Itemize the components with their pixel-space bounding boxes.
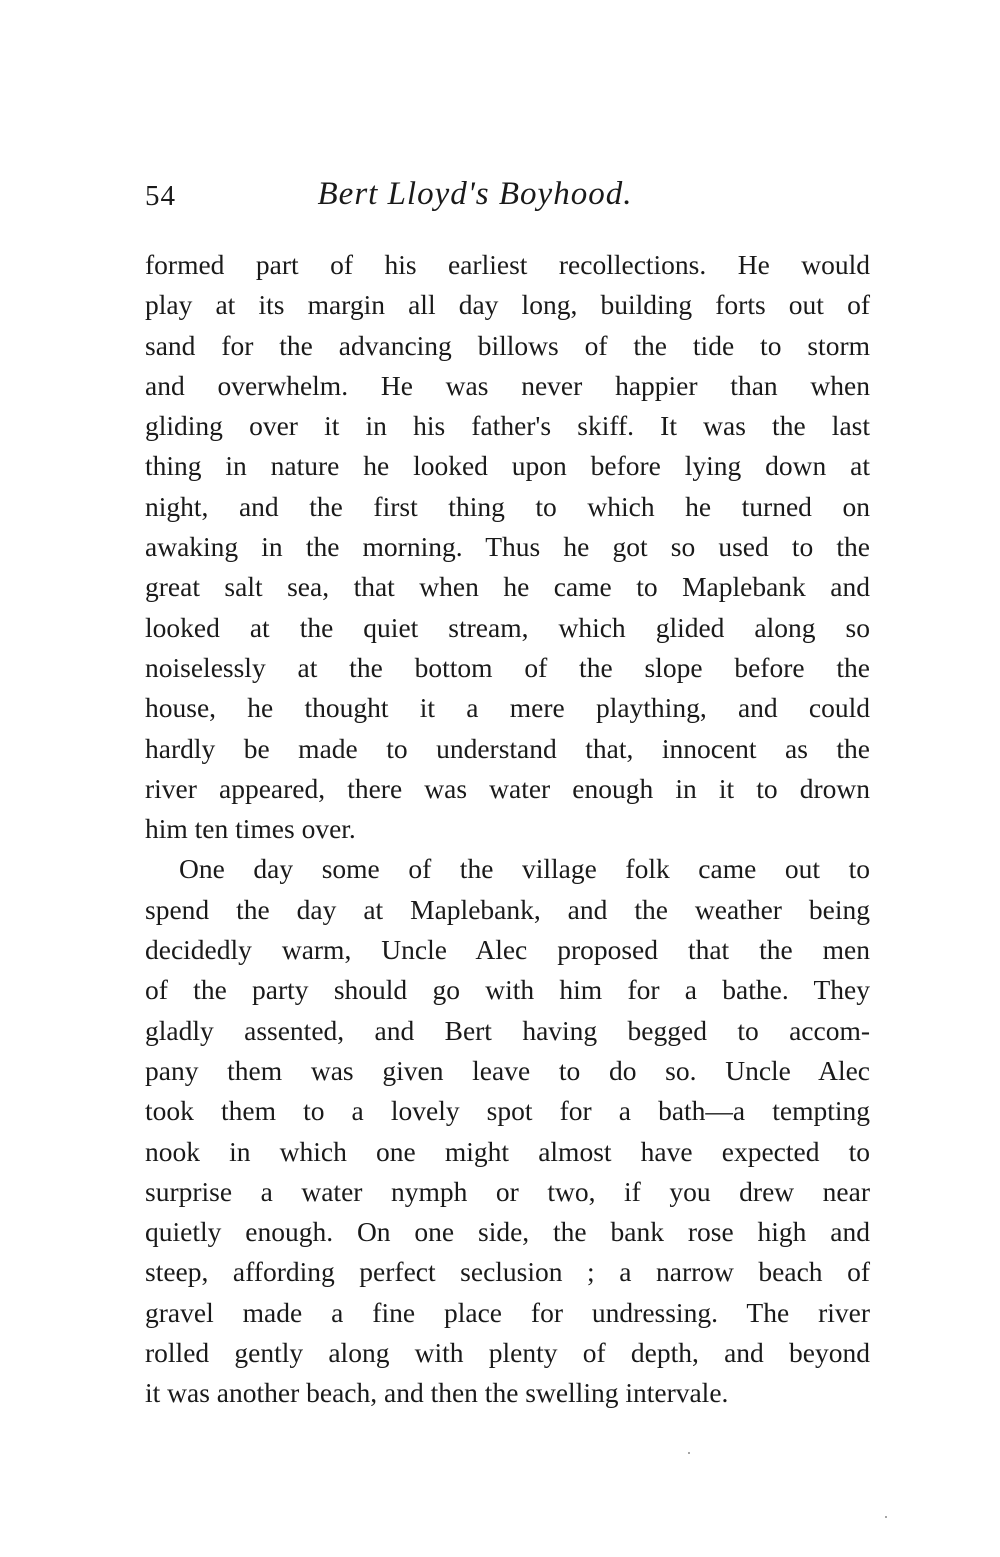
text-line: sand for the advancing billows of the tide to storm	[145, 329, 870, 361]
paragraph	[145, 849, 870, 1413]
text-line: thing in nature he looked upon before lying down at	[145, 450, 870, 482]
text-line: gladly assented, and Bert having begged to accom-	[145, 1014, 870, 1046]
text-line: great salt sea, that when he came to Maplebank and	[145, 571, 870, 603]
text-line: play at its margin all day long, building forts out of	[145, 289, 870, 321]
text-line: rolled gently along with plenty of depth, and beyond	[145, 1337, 870, 1369]
text-line: formed part of his earliest recollections. He would	[145, 249, 870, 280]
text-line: hardly be made to understand that, innocent as the	[145, 732, 870, 764]
text-line: house, he thought it a mere plaything, and could	[145, 692, 870, 724]
text-line: surprise a water nymph or two, if you drew near	[145, 1175, 870, 1207]
text-line: nook in which one might almost have expected to	[145, 1135, 870, 1167]
text-line: river appeared, there was water enough in it to drown	[145, 772, 870, 804]
text-line: him ten times over.	[145, 813, 356, 845]
text-line: quietly enough. On one side, the bank rose high and	[145, 1216, 870, 1248]
page-header	[145, 176, 875, 220]
page-number: 54	[145, 180, 176, 212]
paper-speck	[885, 1516, 887, 1518]
body-text	[145, 245, 870, 1414]
text-line: took them to a lovely spot for a bath—a tempting	[145, 1095, 870, 1127]
text-line: gliding over it in his father's skiff. It was the last	[145, 410, 870, 442]
text-line: it was another beach, and then the swelling intervale.	[145, 1377, 729, 1409]
text-line: decidedly warm, Uncle Alec proposed that the men	[145, 934, 870, 966]
text-line: steep, affording perfect seclusion ; a narrow beach of	[145, 1256, 870, 1288]
text-line: One day some of the village folk came out to	[179, 853, 870, 885]
text-line: and overwhelm. He was never happier than when	[145, 369, 870, 401]
text-line: of the party should go with him for a bathe. They	[145, 974, 870, 1006]
text-line: noiselessly at the bottom of the slope before the	[145, 651, 870, 683]
text-line: spend the day at Maplebank, and the weather being	[145, 893, 870, 925]
text-line: gravel made a fine place for undressing. The river	[145, 1296, 870, 1328]
running-title: Bert Lloyd's Boyhood.	[317, 176, 633, 212]
paragraph	[145, 245, 870, 849]
paper-speck	[688, 1452, 690, 1454]
text-line: looked at the quiet stream, which glided along so	[145, 611, 870, 643]
text-line: awaking in the morning. Thus he got so used to the	[145, 531, 870, 563]
text-line: night, and the first thing to which he turned on	[145, 490, 870, 522]
text-line: pany them was given leave to do so. Uncle Alec	[145, 1054, 870, 1086]
